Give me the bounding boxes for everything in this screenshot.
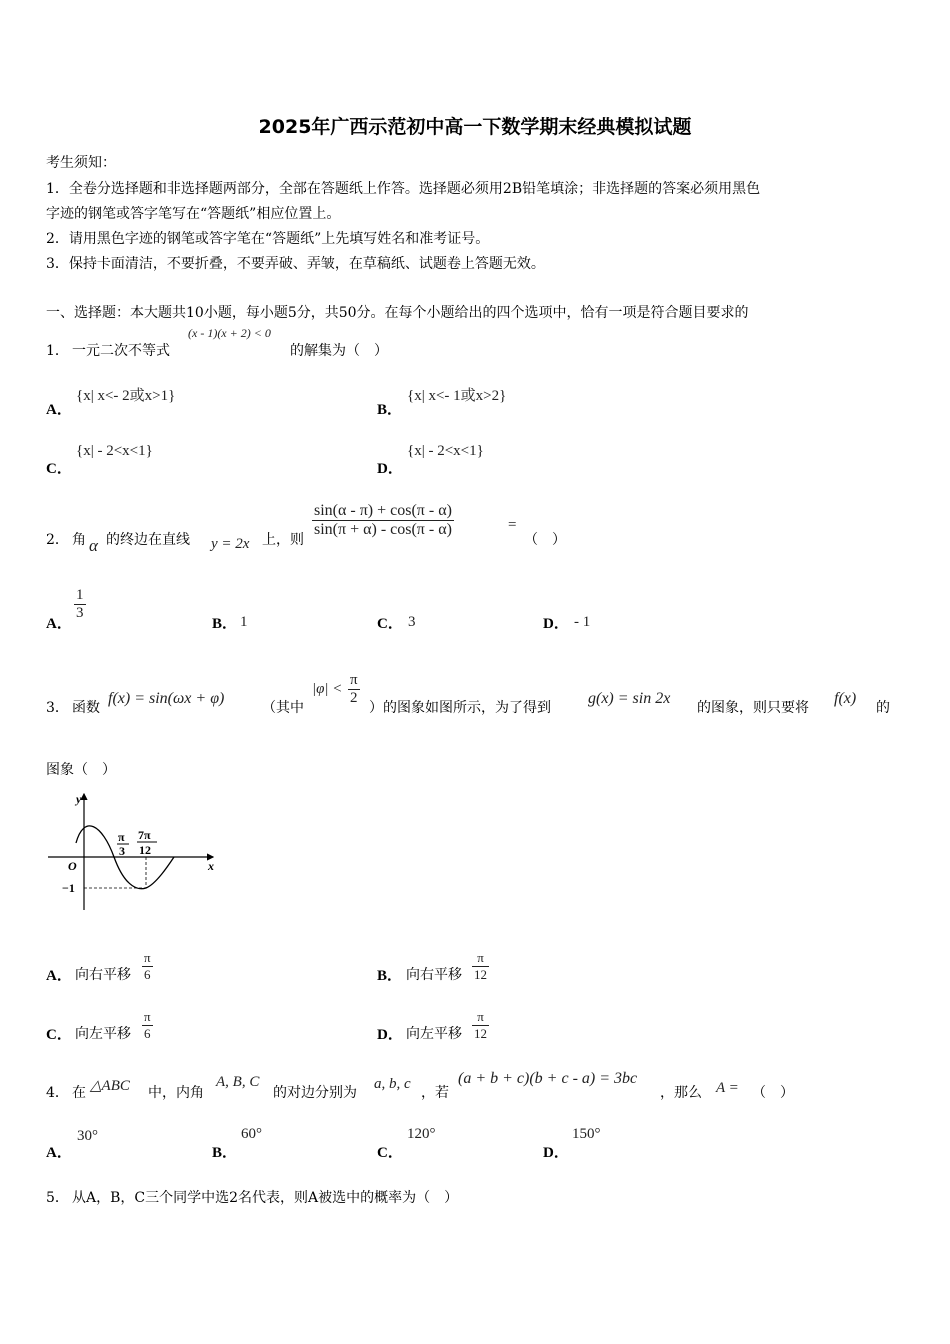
q3-text-f: 图象（ ） [46,762,116,778]
q3-option-b-fraction [472,950,489,983]
notice-item-2: 2．请用黑色字迹的钢笔或答字笔在“答题纸”上先填写姓名和准考证号。 [46,231,490,247]
q2-number: 2． [46,532,69,548]
notice-item-1a: 1．全卷分选择题和非选择题两部分，全部在答题纸上作答。选择题必须用2B铅笔填涂；非选择题的答案必须用黑色 [46,181,761,197]
q3-condition: |φ| < [312,681,343,697]
q4-option-c-value: 120° [407,1126,436,1142]
q3-option-d-text: 向左平移 [406,1026,462,1042]
q1-text-b: 的解集为（ ） [290,343,388,359]
q3-option-c-fraction [142,1009,153,1042]
q2-option-c-value: 3 [408,614,416,630]
tick-pi3-den: 3 [119,844,125,858]
q3-option-a-den: 6 [144,967,151,982]
q3-number: 3． [46,700,69,716]
q5-text: 从A，B，C三个同学中选2名代表，则A被选中的概率为（ ） [72,1190,459,1206]
q3-option-c-label[interactable]: C． [46,1027,72,1043]
q3-option-d-den: 12 [474,1026,487,1041]
q2-option-c-label[interactable]: C． [377,616,403,632]
q1-option-b-label[interactable]: B． [377,402,403,418]
q2-fraction-denominator: sin(π + α) - cos(π - α) [314,521,452,538]
q2-fraction-numerator: sin(α - π) + cos(π - α) [314,502,452,519]
q2-option-a-label[interactable]: A． [46,616,72,632]
tick-7pi12-den: 12 [139,843,151,857]
q1-number: 1． [46,343,69,359]
q4-text-f: （ ） [752,1085,794,1101]
q3-text-e: 的 [876,700,890,716]
q2-option-d-label[interactable]: D． [543,616,569,632]
q3-option-c-den: 6 [144,1026,151,1041]
q3-option-b-label[interactable]: B． [377,968,403,984]
q2-option-a-num: 1 [76,587,84,603]
q3-option-d-label[interactable]: D． [377,1027,403,1043]
q1-option-d-value: {x| - 2<x<1} [407,443,484,459]
q1-option-a-label[interactable]: A． [46,402,72,418]
q2-text-a: 角 [72,532,86,548]
q2-option-d-value: - 1 [574,614,591,630]
notice-item-3: 3．保持卡面清洁，不要折叠，不要弄破、弄皱，在草稿纸、试题卷上答题无效。 [46,256,545,272]
q4-triangle: △ABC [90,1078,130,1094]
q3-pi: π [350,672,358,688]
notice-heading: 考生须知： [46,155,116,171]
section-heading: 一、选择题：本大题共10小题，每小题5分，共50分。在每个小题给出的四个选项中，恰有一项是符合题目要求的 [46,305,749,321]
q2-text-b: 的终边在直线 [106,532,190,548]
q3-function: f(x) = sin(ωx + φ) [108,690,225,707]
q2-option-a-fraction [74,587,86,622]
q4-option-d-value: 150° [572,1126,601,1142]
q3-text-a: 函数 [72,700,100,716]
q2-line: y = 2x [211,536,250,552]
y-label: y [76,792,82,806]
notice-item-1b: 字迹的钢笔或答字笔写在“答题纸”相应位置上。 [46,206,341,222]
q1-option-b-value: {x| x<- 1或x>2} [407,388,507,404]
q4-a-equals: A = [716,1080,739,1096]
q3-text-b: （其中 [262,700,304,716]
q3-option-a-fraction [142,950,153,983]
q2-alpha: α [89,536,98,555]
q1-option-c-label[interactable]: C． [46,461,72,477]
q4-option-d-label[interactable]: D． [543,1145,569,1161]
q3-f2: f(x) [834,690,857,707]
q3-text-c: ）的图象如图所示，为了得到 [369,700,551,716]
q3-sine-graph [40,786,230,916]
q4-sides: a, b, c [374,1076,411,1092]
minus-one-label: −1 [62,881,75,895]
q3-option-a-label[interactable]: A． [46,968,72,984]
q4-option-a-value: 30° [77,1128,98,1144]
q3-text-d: 的图象，则只要将 [697,700,809,716]
q2-option-b-label[interactable]: B． [212,616,238,632]
page-title: 2025年广西示范初中高一下数学期末经典模拟试题 [258,116,692,138]
tick-7pi12-num: 7π [138,828,151,842]
q2-option-b-value: 1 [240,614,248,630]
q4-text-b: 中，内角 [148,1085,204,1101]
q3-pi-over-2 [348,672,360,707]
q4-text-d: ，若 [421,1085,449,1101]
q3-option-c-num: π [144,1009,151,1024]
tick-pi3-num: π [118,830,125,844]
q4-text-a: 在 [72,1085,86,1101]
q3-option-a-num: π [144,950,151,965]
q4-option-b-label[interactable]: B． [212,1145,238,1161]
q3-option-b-num: π [472,950,489,967]
q4-angles: A, B, C [216,1074,260,1090]
q2-text-d: （ ） [524,532,566,548]
q2-option-a-den: 3 [76,605,84,621]
q4-number: 4． [46,1085,69,1101]
q2-fraction [312,502,454,539]
q3-g-function: g(x) = sin 2x [588,690,671,707]
x-label: x [208,859,214,873]
q1-text-a: 一元二次不等式 [72,343,170,359]
q4-option-a-label[interactable]: A． [46,1145,72,1161]
q2-text-c: 上，则 [262,532,304,548]
q2-equals: = [508,517,517,533]
q3-option-a-text: 向右平移 [75,967,131,983]
q1-option-a-value: {x| x<- 2或x>1} [76,388,176,404]
q3-option-b-den: 12 [474,967,487,982]
q3-two: 2 [350,690,358,706]
q3-option-d-fraction [472,1009,489,1042]
q5-number: 5． [46,1190,69,1206]
q3-option-b-text: 向右平移 [406,967,462,983]
q4-text-c: 的对边分别为 [273,1085,357,1101]
q4-text-e: ，那么 [660,1085,702,1101]
q1-inequality: (x - 1)(x + 2) < 0 [188,326,271,340]
q4-condition: (a + b + c)(b + c - a) = 3bc [458,1070,638,1087]
q4-option-c-label[interactable]: C． [377,1145,403,1161]
q1-option-c-value: {x| - 2<x<1} [76,443,153,459]
q3-option-d-num: π [472,1009,489,1026]
q4-option-b-value: 60° [241,1126,262,1142]
q3-option-c-text: 向左平移 [75,1026,131,1042]
q1-option-d-label[interactable]: D． [377,461,403,477]
origin-label: O [68,859,77,873]
